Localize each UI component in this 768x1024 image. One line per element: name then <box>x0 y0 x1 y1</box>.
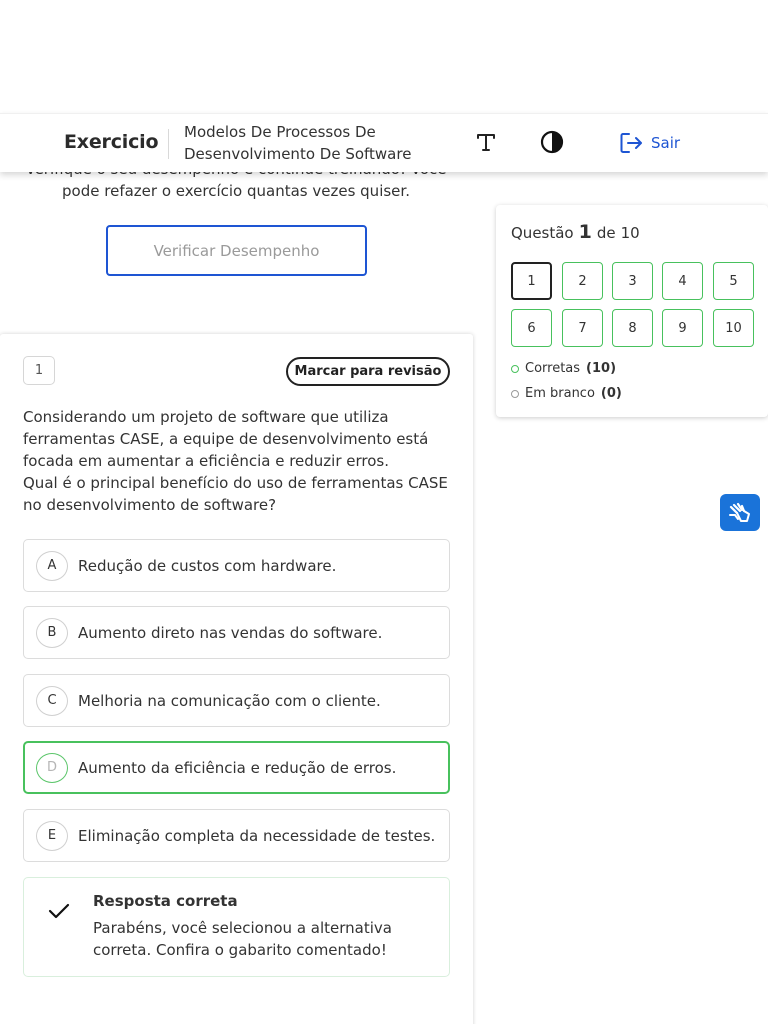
question-nav-button[interactable]: 2 <box>562 262 603 300</box>
verify-performance-button[interactable]: Verificar Desempenho <box>106 225 367 276</box>
font-size-button[interactable] <box>474 129 498 155</box>
exercise-subject: Modelos De Processos De Desenvolvimento De Software <box>184 123 412 163</box>
option-a[interactable] <box>23 539 450 592</box>
question-nav-button[interactable]: 9 <box>662 309 703 347</box>
question-nav-button[interactable]: 5 <box>713 262 754 300</box>
question-nav-button[interactable]: 7 <box>562 309 603 347</box>
answer-feedback <box>23 877 450 977</box>
legend-correct <box>511 361 616 376</box>
page-title: Exercicio <box>64 131 159 153</box>
question-nav-button[interactable]: 8 <box>612 309 653 347</box>
option-e[interactable] <box>23 809 450 862</box>
option-text: Aumento direto nas vendas do software. <box>78 623 383 642</box>
intro-text: pode refazer o exercício quantas vezes quiser. <box>62 182 410 200</box>
question-nav-button[interactable]: 3 <box>612 262 653 300</box>
blank-dot-icon <box>511 390 519 398</box>
total-questions: 10 <box>620 224 640 242</box>
option-b[interactable] <box>23 606 450 659</box>
question-card <box>0 334 473 1024</box>
header-divider <box>168 129 169 159</box>
option-text: Redução de custos com hardware. <box>78 556 337 575</box>
legend-blank <box>511 386 622 401</box>
feedback-title: Resposta correta <box>93 892 238 910</box>
question-navigator <box>496 205 768 417</box>
logout-label: Sair <box>651 134 681 152</box>
option-letter: D <box>36 753 68 783</box>
option-text: Eliminação completa da necessidade de testes. <box>78 826 436 845</box>
feedback-message: Parabéns, você selecionou a alternativa correta. Confira o gabarito comentado! <box>93 919 392 959</box>
legend-correct-count: (10) <box>586 361 617 376</box>
question-prompt: Qual é o principal benefício do uso de ferramentas CASE no desenvolvimento de software? <box>23 474 448 514</box>
question-counter-mid: de <box>596 224 616 242</box>
check-icon <box>48 902 70 920</box>
option-text: Aumento da eficiência e redução de erros. <box>78 758 397 777</box>
question-text <box>23 406 453 516</box>
current-question-number: 1 <box>578 221 592 243</box>
question-number-badge: 1 <box>23 356 55 385</box>
accessibility-button[interactable] <box>720 494 760 531</box>
logout-button[interactable] <box>620 130 680 156</box>
top-header <box>0 113 768 172</box>
question-nav-button[interactable]: 4 <box>662 262 703 300</box>
option-letter: B <box>36 618 68 648</box>
option-c[interactable] <box>23 674 450 727</box>
logout-icon <box>620 132 643 154</box>
legend-correct-label: Corretas <box>525 361 581 376</box>
question-counter <box>511 221 640 243</box>
question-counter-prefix: Questão <box>511 224 574 242</box>
legend-blank-label: Em branco <box>525 386 595 401</box>
sign-language-icon <box>727 501 753 525</box>
legend-blank-count: (0) <box>600 386 622 401</box>
correct-dot-icon <box>511 365 519 373</box>
contrast-button[interactable] <box>540 130 564 154</box>
option-letter: A <box>36 551 68 581</box>
question-context: Considerando um projeto de software que utiliza ferramentas CASE, a equipe de desenvolvimento está focada em aumentar a eficiência e reduzir erros. <box>23 408 429 470</box>
font-size-icon <box>476 132 496 152</box>
option-letter: C <box>36 686 68 716</box>
question-nav-button[interactable]: 6 <box>511 309 552 347</box>
question-nav-button[interactable]: 1 <box>511 262 552 300</box>
option-text: Melhoria na comunicação com o cliente. <box>78 691 381 710</box>
question-nav-button[interactable]: 10 <box>713 309 754 347</box>
option-d[interactable] <box>23 741 450 794</box>
option-letter: E <box>36 821 68 851</box>
contrast-icon <box>540 130 564 154</box>
mark-for-review-button[interactable]: Marcar para revisão <box>286 357 450 386</box>
